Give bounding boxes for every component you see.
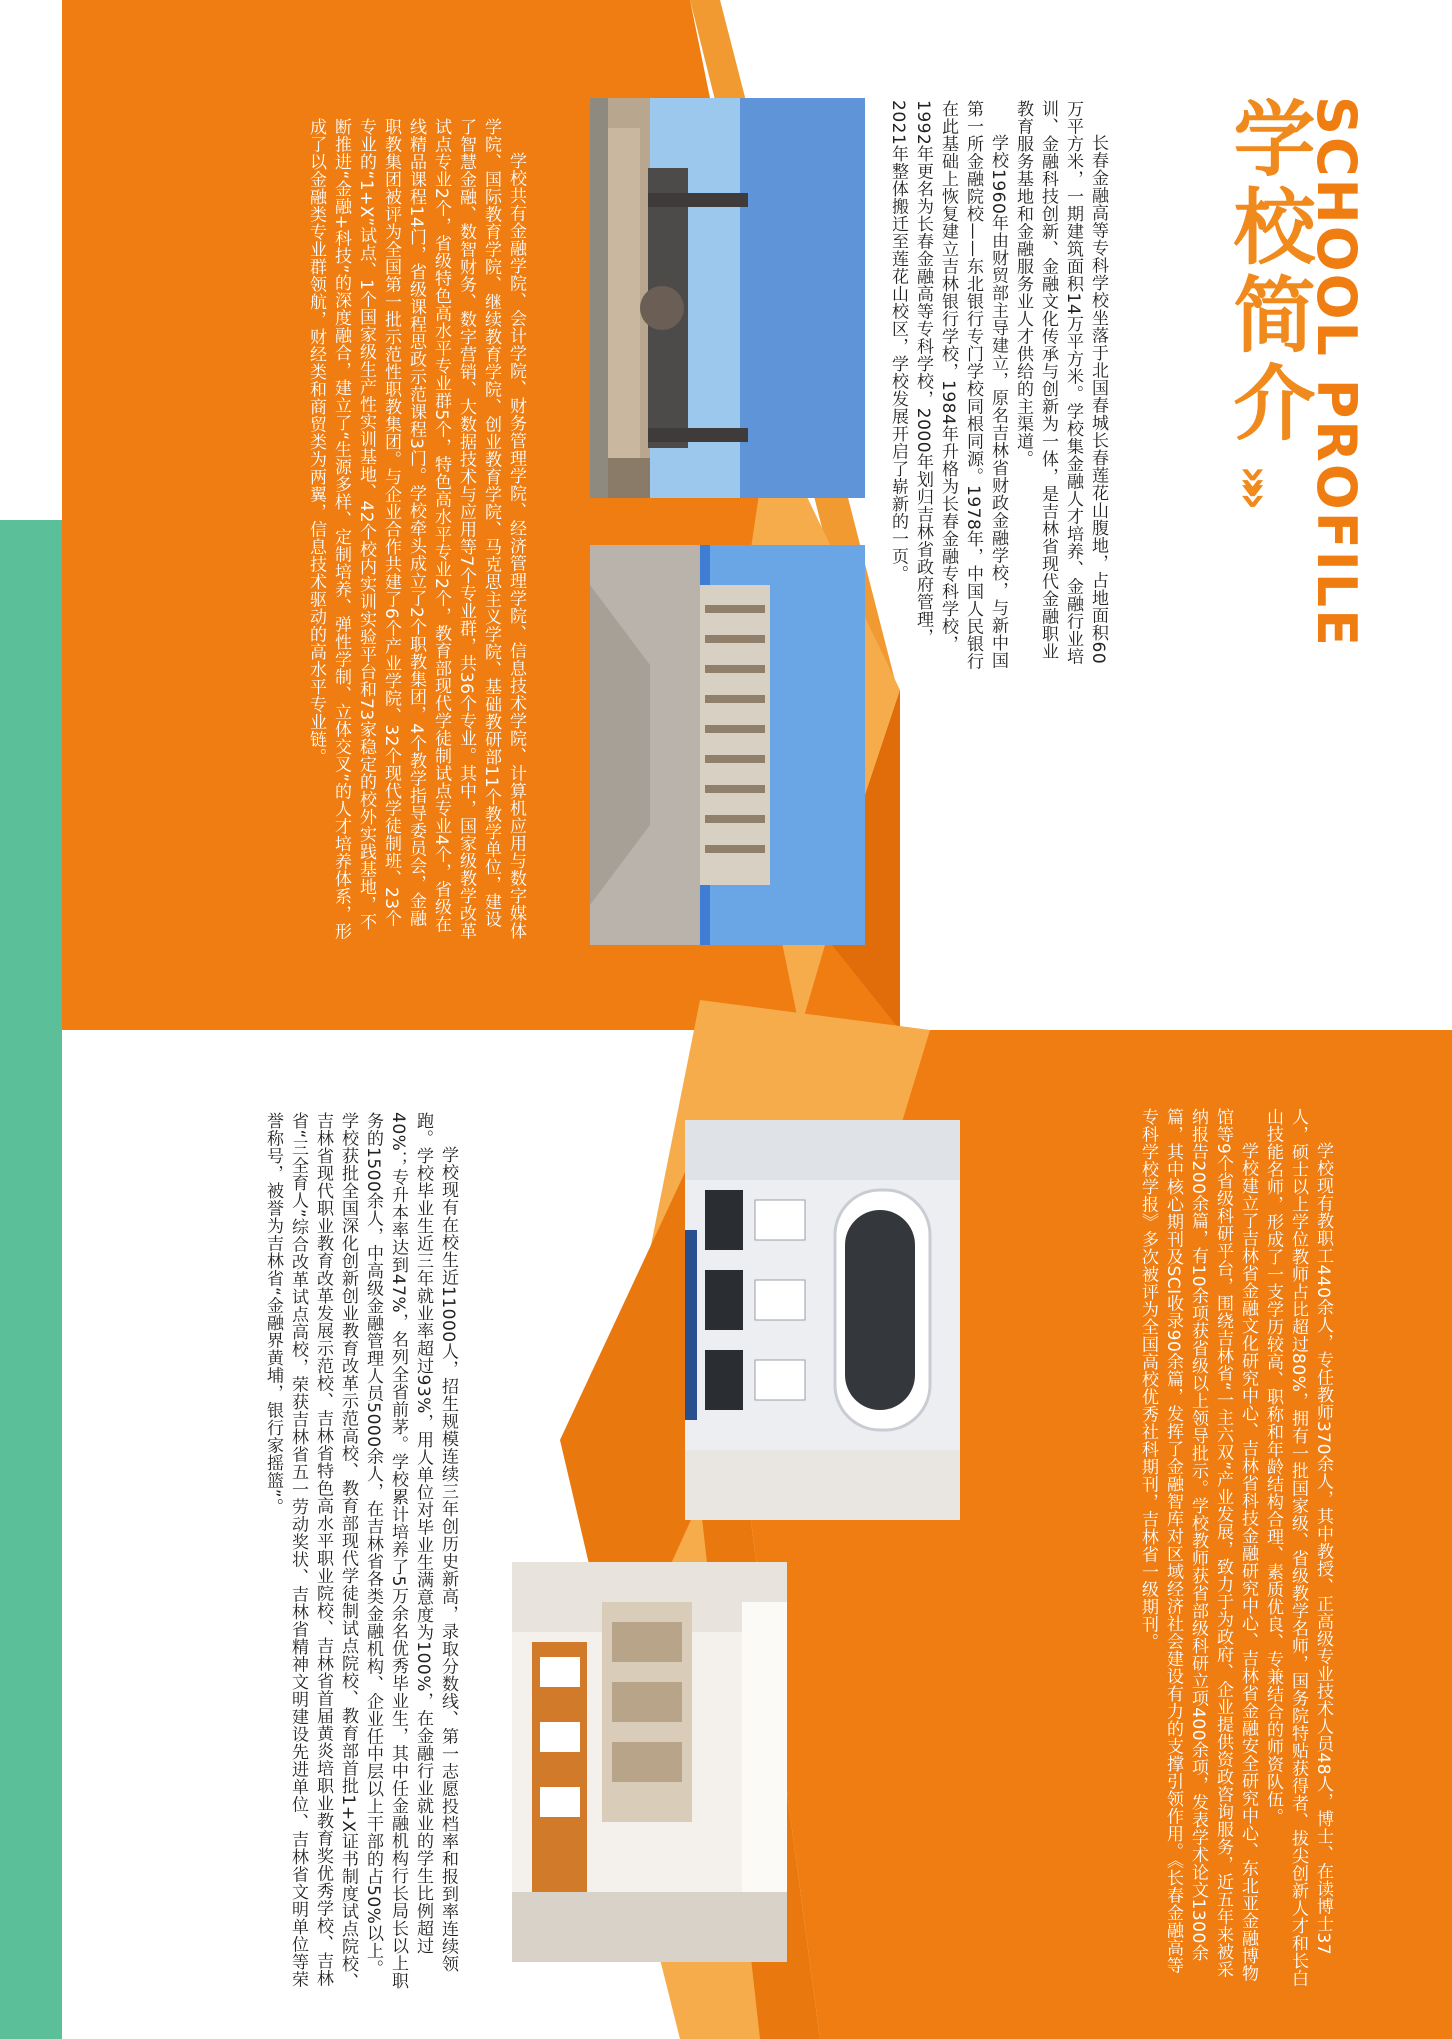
campus-building-photo <box>590 545 865 945</box>
colleges-text <box>188 118 528 943</box>
colleges-paragraph-1: 学校共有金融学院、会计学院、财务管理学院、经济管理学院、信息技术学院、计算机应用与数字媒体学院、国际教育学院、继续教育学院、创业教育学院、马克思主义学院、基础教研部11个教学单位，建设了智慧金融、数智财务、数字营销、大数据技术与应用等7个专业群，共36个专业。其中，国家级教学改革试点专业2个，省级特色高水平专业群5个，特色高水平专业2个，教育部现代学徒制试点专业4个，省级在线精品课程14门，省级课程思政示范课程3门。学校牵头成立了2个职教集团，4个教学指导委员会，金融职教集团被评为全国第一批示范性职教集团。与企业合作共建了6个产业学院、32个现代学徒制班、23个专业的“1+X”试点、1个国家级生产性实训基地、42个校内实训实验平台和73家稳定的校外实践基地，不断推进“金融+科技”的深度融合，建立了“生源多样、定制培养、弹性学制、立体交叉”的人才培养体系，形成了以金融类专业群领航，财经类和商贸类为两翼，信息技术驱动的高水平专业链。 <box>306 118 526 940</box>
green-strip <box>0 520 62 2039</box>
trading-room-photo <box>685 1120 960 1520</box>
title-english: SCHOOL PROFILE <box>1305 96 1368 649</box>
faculty-paragraph-2: 学校建立了吉林省金融文化研究中心、吉林省科技金融研究中心、吉林省金融安全研究中心、东北亚金融博物馆等9个省级科研平台，围绕吉林省“一主六双”产业发展，致力于为政府、企业提供资政咨询服务，近五年来被采纳报告200余篇，有10余项获省级以上领导批示。学校教师获省部级科研立项400余项，发表学术论文1300余篇，其中核心期刊及SCI收录90余篇，发挥了金融智库对区域经济社会建设有力的支撑引领作用。《长春金融高等专科学校学报》多次被评为全国高校优秀社科期刊，吉林省一级期刊。 <box>1138 1108 1258 1982</box>
library-photo <box>512 1562 787 1962</box>
campus-gate-photo <box>590 98 865 498</box>
intro-paragraph-2: 学校1960年由财贸部主导建立，原名吉林省财政金融学校，与新中国第一所金融院校——东北银行专门学校同根同源。1978年，中国人民银行在此基础上恢复建立吉林银行学校，1984年升格为长春金融专科学校，1992年更名为长春金融高等专科学校，2000年划归吉林省政府管理，2021年整体搬迁至莲花山校区，学校发展开启了崭新的一页。 <box>888 100 1008 671</box>
chevron-icon: »» <box>1228 465 1282 497</box>
faculty-text <box>1040 1108 1335 1988</box>
faculty-paragraph-1: 学校现有教职工440余人，专任教师370余人，其中教授、正高级专业技术人员48人，博士、在读博士37人，硕士以上学位教师占比超过80%，拥有一批国家级、省级教学名师，国务院特贴获得者、拔尖创新人才和长白山技能名师，形成了一支学历较高、职称和年龄结构合理、素质优良、专兼结合的师资队伍。 <box>1263 1108 1333 1988</box>
intro-text <box>888 100 1110 675</box>
students-paragraph-1: 学校现有在校生近11000人，招生规模连续三年创历史新高，录取分数线、第一志愿投档率和报到率连续领跑。学校毕业生近三年就业率超过93%，用人单位对毕业生满意度为100%，在金融行业就业的学生比例超过40%；专升本率达到47%，名列全省前茅。学校累计培养了5万余名优秀毕业生，其中任金融机构行长局长以上职务的1500余人，中高级金融管理人员5000余人，在吉林省各类金融机构、企业任中层以上干部的占50%以上。学校获批全国深化创新创业教育改革示范高校、教育部现代学徒制试点院校、教育部首批1+X证书制度试点院校、吉林省现代职业教育改革发展示范校、吉林省特色高水平职业院校、吉林省首届黄炎培职业教育奖优秀学校、吉林省“三全育人”综合改革试点高校，荣获吉林省五一劳动奖状、吉林省精神文明建设先进单位、吉林省文明单位等荣誉称号，被誉为吉林省“金融界黄埔，银行家摇篮”。 <box>263 1112 458 1991</box>
intro-paragraph-1: 长春金融高等专科学校坐落于北国春城长春莲花山腹地，占地面积60万平方米，一期建筑面积14万平方米。学校集金融人才培养、金融行业培训、金融科技创新、金融文化传承与创新为一体，是吉林省现代金融职业教育服务基地和金融服务业人才供给的主渠道。 <box>1013 100 1108 666</box>
students-text <box>160 1112 460 1992</box>
title-chinese: 学校简介 <box>1220 96 1316 448</box>
